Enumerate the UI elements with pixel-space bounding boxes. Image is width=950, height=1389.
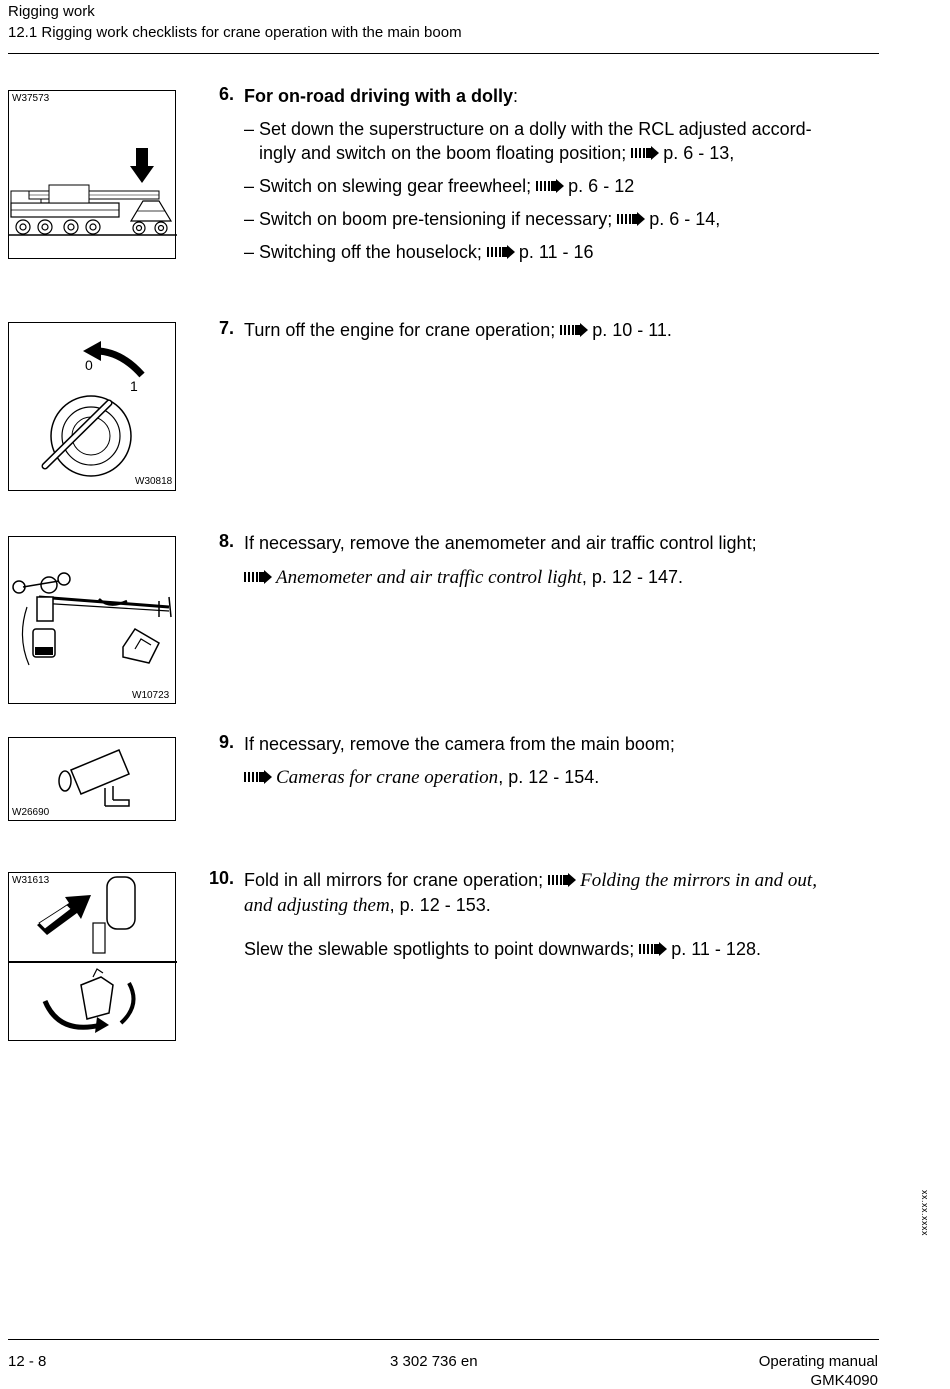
- step-7-ref-link[interactable]: p. 10 - 11.: [592, 320, 672, 340]
- step-8-text: If necessary, remove the anemometer and air traffic control light;: [244, 533, 757, 553]
- step-10-instruction-2: Slew the slewable spotlights to point downwards;: [244, 939, 635, 959]
- step-10-ref-link-2[interactable]: p. 11 - 128.: [671, 939, 761, 959]
- figure-anemometer: [8, 536, 176, 704]
- step-number: 6.: [218, 84, 234, 104]
- step-6-bullet-1-text: ingly and switch on the boom floating position;: [259, 143, 627, 163]
- step-number: 8.: [218, 531, 234, 551]
- step-6-bullet-2: [244, 174, 634, 198]
- figure-code: W31613: [12, 875, 50, 886]
- step-10-ref-link[interactable]: Folding the mirrors in and out,: [580, 870, 817, 891]
- manual-title: Operating manual: [758, 1353, 878, 1370]
- figure-crane-dolly: [8, 90, 176, 259]
- figure-code: W26690: [12, 807, 50, 818]
- step-10-ref-link-cont[interactable]: and adjusting them: [244, 895, 390, 916]
- step-6-bullet-4-text: – Switching off the houselock;: [244, 242, 482, 262]
- position-label-0: 0: [85, 357, 93, 373]
- step-7-instruction: Turn off the engine for crane operation;: [244, 320, 556, 340]
- step-number: 9.: [218, 732, 234, 752]
- footer-rule: [8, 1339, 879, 1340]
- step-9-ref-link[interactable]: Cameras for crane operation: [276, 767, 499, 788]
- step-10-line-3: [244, 937, 761, 961]
- figure-camera: [8, 737, 176, 821]
- step-6-title: [244, 84, 518, 108]
- cross-reference-arrow-icon: [244, 570, 272, 584]
- step-6-bullet-1-line-2: [259, 141, 734, 165]
- figure-code: W30818: [135, 476, 173, 487]
- step-6-bullet-4-ref-link[interactable]: p. 11 - 16: [518, 242, 594, 262]
- crane-dolly-illustration: [9, 91, 177, 260]
- anemometer-illustration: [9, 537, 177, 705]
- step-6-bullet-3-text: – Switch on boom pre-tensioning if necessary;: [244, 209, 613, 229]
- step-8-reference: [244, 565, 683, 590]
- cross-reference-arrow-icon: [631, 146, 659, 160]
- step-6-bullet-3-ref-link[interactable]: p. 6 - 14,: [649, 209, 721, 229]
- step-10-line-2: [244, 893, 491, 918]
- step-9-ref-page: , p. 12 - 154.: [498, 767, 600, 787]
- step-9-text: If necessary, remove the camera from the main boom;: [244, 734, 675, 754]
- position-label-1: 1: [130, 378, 138, 394]
- step-10-line-1: [244, 868, 817, 893]
- document-number: 3 302 736 en: [390, 1353, 478, 1370]
- figure-code: W10723: [132, 690, 170, 701]
- step-6-colon: :: [513, 86, 519, 106]
- figure-ignition-key: [8, 322, 176, 491]
- figure-mirrors: [8, 872, 176, 1041]
- cross-reference-arrow-icon: [487, 245, 515, 259]
- cross-reference-arrow-icon: [244, 770, 272, 784]
- step-6-bullet-2-text: – Switch on slewing gear freewheel;: [244, 176, 532, 196]
- cross-reference-arrow-icon: [548, 873, 576, 887]
- cross-reference-arrow-icon: [560, 323, 588, 337]
- step-8-ref-page: , p. 12 - 147.: [581, 567, 683, 587]
- step-10-instruction: Fold in all mirrors for crane operation;: [244, 870, 544, 890]
- step-7-text: [244, 318, 672, 342]
- page-number: 12 - 8: [8, 1353, 47, 1370]
- cross-reference-arrow-icon: [639, 942, 667, 956]
- cross-reference-arrow-icon: [617, 212, 645, 226]
- ignition-key-illustration: [9, 323, 177, 492]
- step-number: 7.: [218, 318, 234, 338]
- figure-code: W37573: [12, 93, 50, 104]
- step-6-title-text: For on-road driving with a dolly: [244, 86, 513, 106]
- step-6-bullet-1-ref-link[interactable]: p. 6 - 13,: [663, 143, 735, 163]
- step-6-bullet-1-line-1: – Set down the superstructure on a dolly with the RCL adjusted accord-: [244, 119, 812, 139]
- step-10-ref-page: , p. 12 - 153.: [389, 895, 491, 915]
- cross-reference-arrow-icon: [536, 179, 564, 193]
- step-8-ref-link[interactable]: Anemometer and air traffic control light: [276, 567, 582, 588]
- mirrors-illustration: [9, 873, 177, 1042]
- step-6-bullet-2-ref-link[interactable]: p. 6 - 12: [568, 176, 635, 196]
- crane-model: GMK4090: [810, 1372, 878, 1389]
- step-number: 10.: [208, 868, 234, 888]
- step-6-bullet-3: [244, 207, 720, 231]
- chapter-title: Rigging work: [8, 3, 95, 20]
- step-6-bullet-4: [244, 240, 594, 264]
- header-rule: [8, 53, 879, 54]
- section-title: 12.1 Rigging work checklists for crane operation with the main boom: [8, 24, 462, 41]
- step-9-reference: [244, 765, 599, 790]
- side-date-code: xx.xx.xxxx: [920, 1190, 930, 1237]
